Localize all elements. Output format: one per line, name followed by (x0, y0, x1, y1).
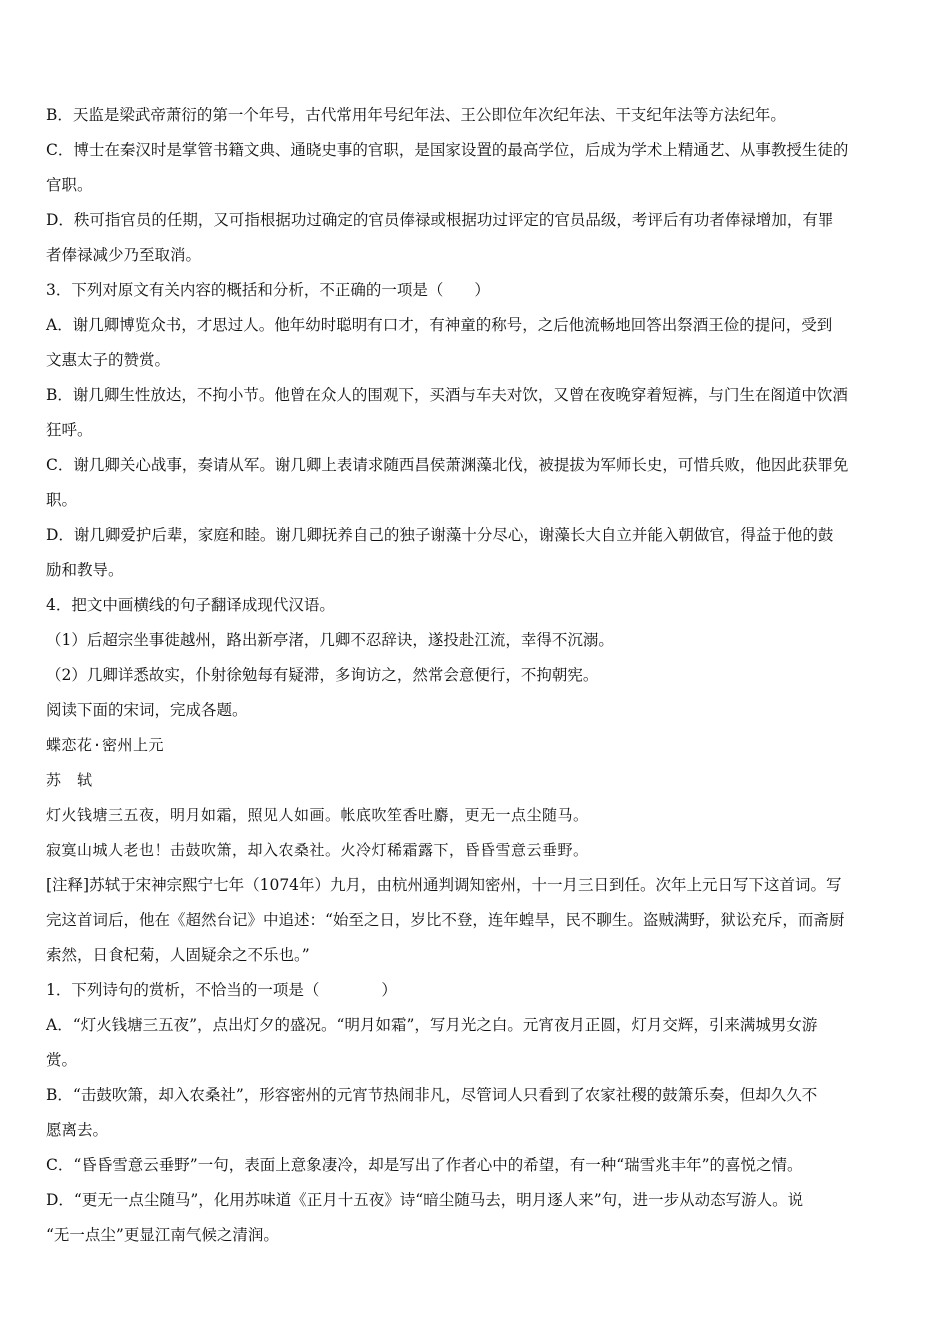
reading-intro: 阅读下面的宋词，完成各题。 (46, 701, 248, 719)
q3-option-d-line1: D．谢几卿爱护后辈，家庭和睦。谢几卿抚养自己的独子谢藻十分尽心，谢藻长大自立并能入朝做官，得益于他的鼓 (46, 526, 834, 544)
poem-line-2: 寂寞山城人老也！击鼓吹箫，却入农桑社。火冷灯稀霜露下，昏昏雪意云垂野。 (46, 841, 589, 859)
q4-item-2: （2）几卿详悉故实，仆射徐勉每有疑滞，多询访之，然常会意便行，不拘朝宪。 (46, 666, 599, 684)
q3-option-c-line2: 职。 (46, 491, 78, 509)
q2-option-d-line1: D．秩可指官员的任期，又可指根据功过确定的官员俸禄或根据功过评定的官员品级，考评后有功者俸禄增加，有罪 (46, 211, 834, 229)
r2q1-option-d-line1: D．“更无一点尘随马”，化用苏味道《正月十五夜》诗“暗尘随马去，明月逐人来”句，进一步从动态写游人。说 (46, 1191, 804, 1209)
q2-option-b: B．天监是梁武帝萧衍的第一个年号，古代常用年号纪年法、王公即位年次纪年法、干支纪年法等方法纪年。 (46, 106, 786, 124)
note-line-1: [注释]苏轼于宋神宗熙宁七年（1074年）九月，由杭州通判调知密州，十一月三日到任。次年上元日写下这首词。写 (46, 876, 842, 894)
q3-option-a-line2: 文惠太子的赞赏。 (46, 351, 171, 369)
note-line-3: 索然，日食杞菊，人固疑余之不乐也。” (46, 946, 310, 964)
r2q1-option-c: C．“昏昏雪意云垂野”一句，表面上意象凄冷，却是写出了作者心中的希望，有一种“瑞雪兆丰年”的喜悦之情。 (46, 1156, 803, 1174)
poem-title: 蝶恋花·密州上元 (46, 736, 165, 754)
r2q1-option-a-line2: 赏。 (46, 1051, 78, 1069)
r2q1-stem: 1．下列诗句的赏析，不恰当的一项是（ ） (46, 981, 397, 999)
r2q1-option-b-line2: 愿离去。 (46, 1121, 109, 1139)
poem-line-1: 灯火钱塘三五夜，明月如霜，照见人如画。帐底吹笙香吐麝，更无一点尘随马。 (46, 806, 589, 824)
r2q1-option-a-line1: A．“灯火钱塘三五夜”，点出灯夕的盛况。“明月如霜”，写月光之白。元宵夜月正圆，灯月交辉，引来满城男女游 (46, 1016, 818, 1034)
poem-author: 苏 轼 (46, 771, 93, 789)
q3-stem: 3．下列对原文有关内容的概括和分析，不正确的一项是（ ） (46, 281, 490, 299)
q2-option-c-line2: 官职。 (46, 176, 93, 194)
q3-option-b-line2: 狂呼。 (46, 421, 93, 439)
q3-option-b-line1: B．谢几卿生性放达，不拘小节。他曾在众人的围观下，买酒与车夫对饮，又曾在夜晚穿着短裤，与门生在阁道中饮酒 (46, 386, 848, 404)
note-line-2: 完这首词后，他在《超然台记》中追述：“始至之日，岁比不登，连年蝗旱，民不聊生。盗贼满野，狱讼充斥，而斋厨 (46, 911, 845, 929)
document-page (46, 98, 908, 1253)
q3-option-c-line1: C．谢几卿关心战事，奏请从军。谢几卿上表请求随西昌侯萧渊藻北伐，被提拔为军师长史，可惜兵败，他因此获罪免 (46, 456, 849, 474)
q2-option-d-line2: 者俸禄减少乃至取消。 (46, 246, 202, 264)
r2q1-option-b-line1: B．“击鼓吹箫，却入农桑社”，形容密州的元宵节热闹非凡，尽管词人只看到了农家社稷的鼓箫乐奏，但却久久不 (46, 1086, 818, 1104)
q3-option-a-line1: A．谢几卿博览众书，才思过人。他年幼时聪明有口才，有神童的称号，之后他流畅地回答出祭酒王俭的提问，受到 (46, 316, 833, 334)
q2-option-c-line1: C．博士在秦汉时是掌管书籍文典、通晓史事的官职，是国家设置的最高学位，后成为学术上精通艺、从事教授生徒的 (46, 141, 849, 159)
r2q1-option-d-line2: “无一点尘”更显江南气候之清润。 (46, 1226, 279, 1244)
q3-option-d-line2: 励和教导。 (46, 561, 124, 579)
q4-item-1: （1）后超宗坐事徙越州，路出新亭渚，几卿不忍辞诀，遂投赴江流，幸得不沉溺。 (46, 631, 614, 649)
q4-stem: 4．把文中画横线的句子翻译成现代汉语。 (46, 596, 335, 614)
